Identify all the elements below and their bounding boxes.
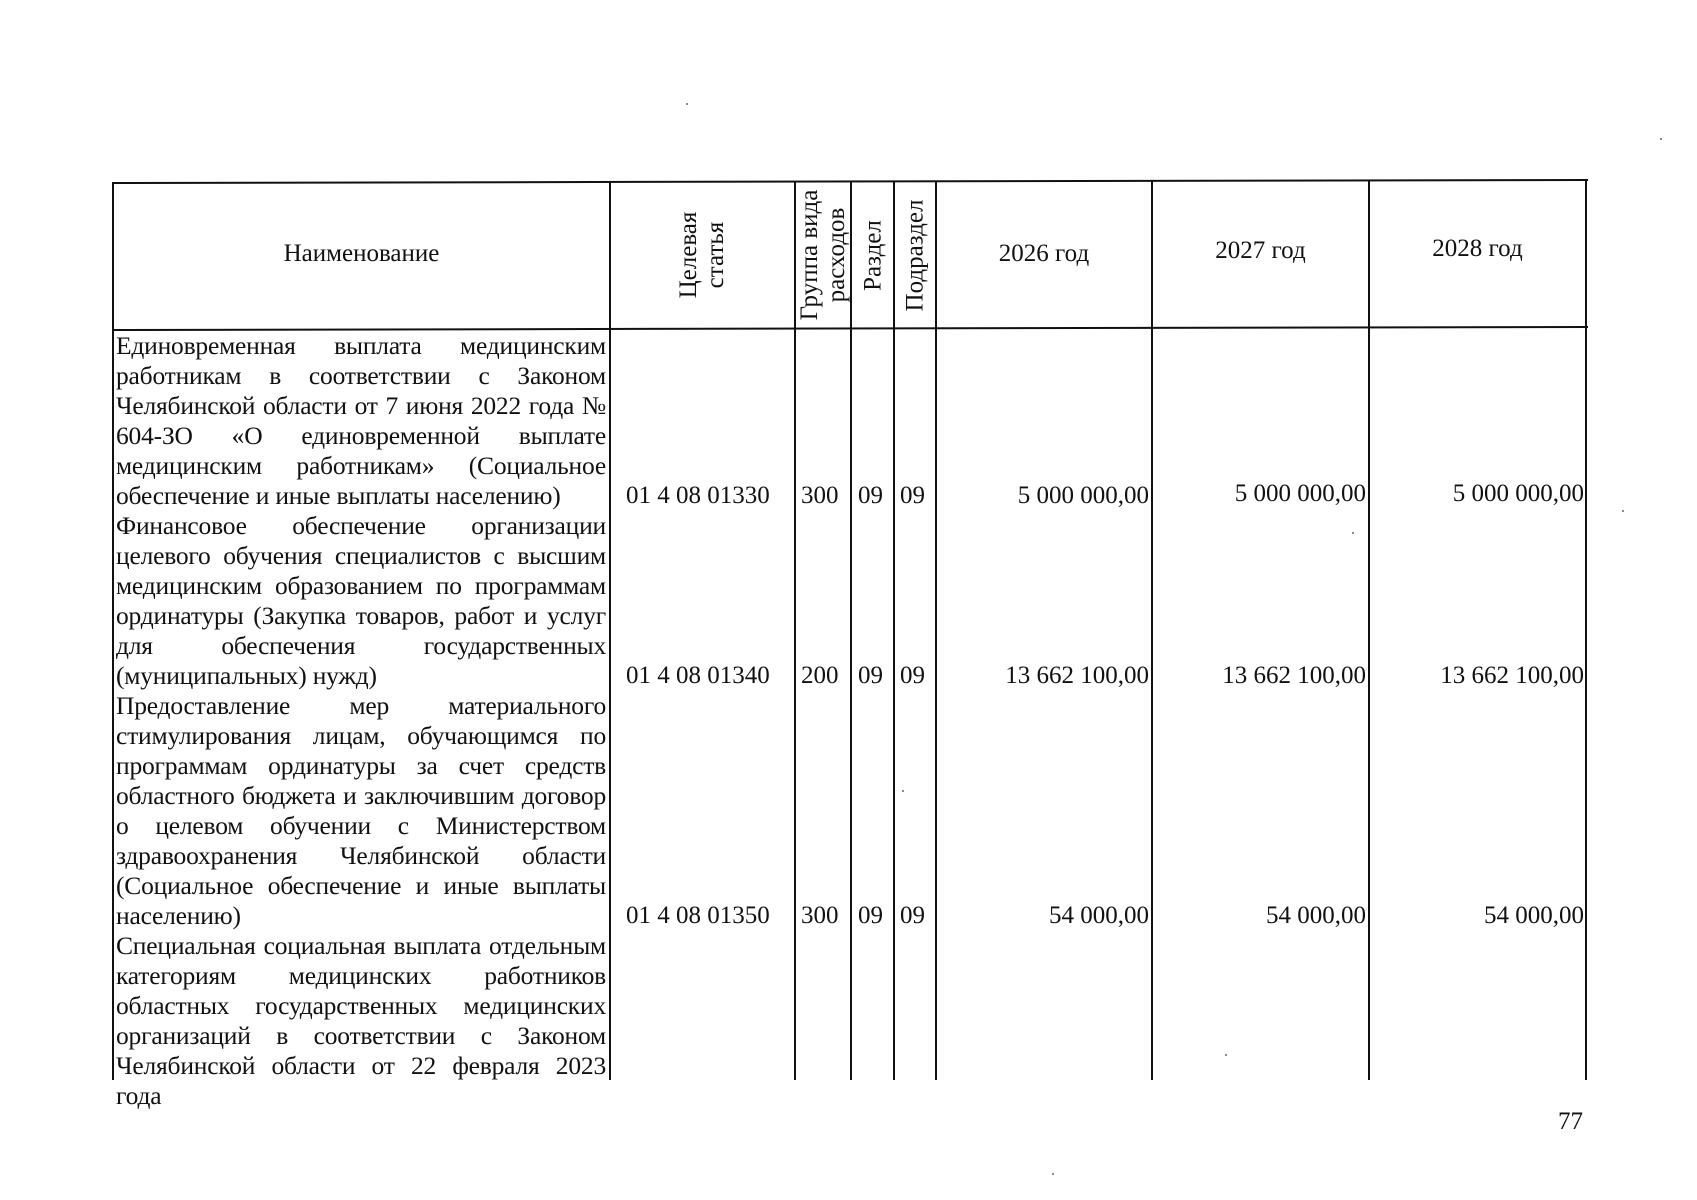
row-1-subsection: 09 [900,482,925,509]
header-year-2028: 2028 год [1432,235,1523,262]
row-1-target-article: 01 4 08 01330 [626,482,770,509]
header-target-article-line2: статья [702,221,729,289]
row-3-section: 09 [858,902,883,929]
row-2-subsection: 09 [900,662,925,689]
scan-speck [686,103,688,105]
row-2-name: Финансовое обеспечение организации целевого обучения специалистов с высшим медицинским образованием по программам ординатуры (Закупка товаров, работ и услуг для обеспечения государственных (муниципальных) нужд) [116,511,606,690]
header-expense-group-line2: расходов [823,207,850,303]
header-target-article-line1: Целевая [675,211,702,299]
header-year-2027: 2027 год [1215,237,1306,264]
row-2-expense-group: 200 [801,662,839,689]
header-name: Наименование [283,240,440,267]
header-year-2026: 2026 год [998,240,1090,267]
row-3-target-article: 01 4 08 01350 [626,902,770,929]
row-3-2027: 54 000,00 [1266,902,1366,929]
row-1-2027: 5 000 000,00 [1234,480,1366,507]
row-2-section: 09 [858,662,883,689]
row-2-2028: 13 662 100,00 [1440,662,1584,689]
page-number: 77 [1558,1108,1583,1135]
row-4-name: Специальная социальная выплата отдельным категориям медицинских работников областных государственных медицинских организаций в соответствии с Законом Челябинской области от 22 февраля 2023 года [116,931,606,1110]
row-2-2027: 13 662 100,00 [1222,662,1366,689]
header-target-article [675,175,729,335]
row-1-section: 09 [858,482,883,509]
header-expense-group [796,185,850,325]
row-1-2028: 5 000 000,00 [1452,480,1584,507]
row-2-target-article: 01 4 08 01340 [626,662,770,689]
scan-speck [1660,138,1662,140]
scan-speck [1052,1173,1054,1175]
row-3-2028: 54 000,00 [1484,902,1584,929]
row-1-name: Единовременная выплата медицинским работникам в соответствии с Законом Челябинской области от 7 июня 2022 года № 604-ЗО «О единовременной выплате медицинским работникам» (Социальное обеспечение и иные выплаты населению) [116,331,606,510]
row-3-subsection: 09 [900,902,925,929]
scan-speck [1225,1054,1227,1056]
scan-speck [902,790,904,792]
row-3-2026: 54 000,00 [1049,902,1149,929]
header-subsection: Подраздел [901,199,929,312]
scan-speck [1352,532,1354,534]
header-section: Раздел [859,220,887,291]
row-2-2026: 13 662 100,00 [1005,662,1149,689]
row-1-2026: 5 000 000,00 [1017,482,1149,509]
row-3-name: Предоставление мер материального стимулирования лицам, обучающимся по программам ординатуры за счет средств областного бюджета и заключившим договор о целевом обучении с Министерством здравоохранения Челябинской области (Социальное обеспечение и иные выплаты населению) [116,691,606,930]
row-1-expense-group: 300 [801,482,839,509]
row-3-expense-group: 300 [801,902,839,929]
scan-speck [1622,510,1624,512]
header-expense-group-line1: Группа вида [796,189,823,321]
